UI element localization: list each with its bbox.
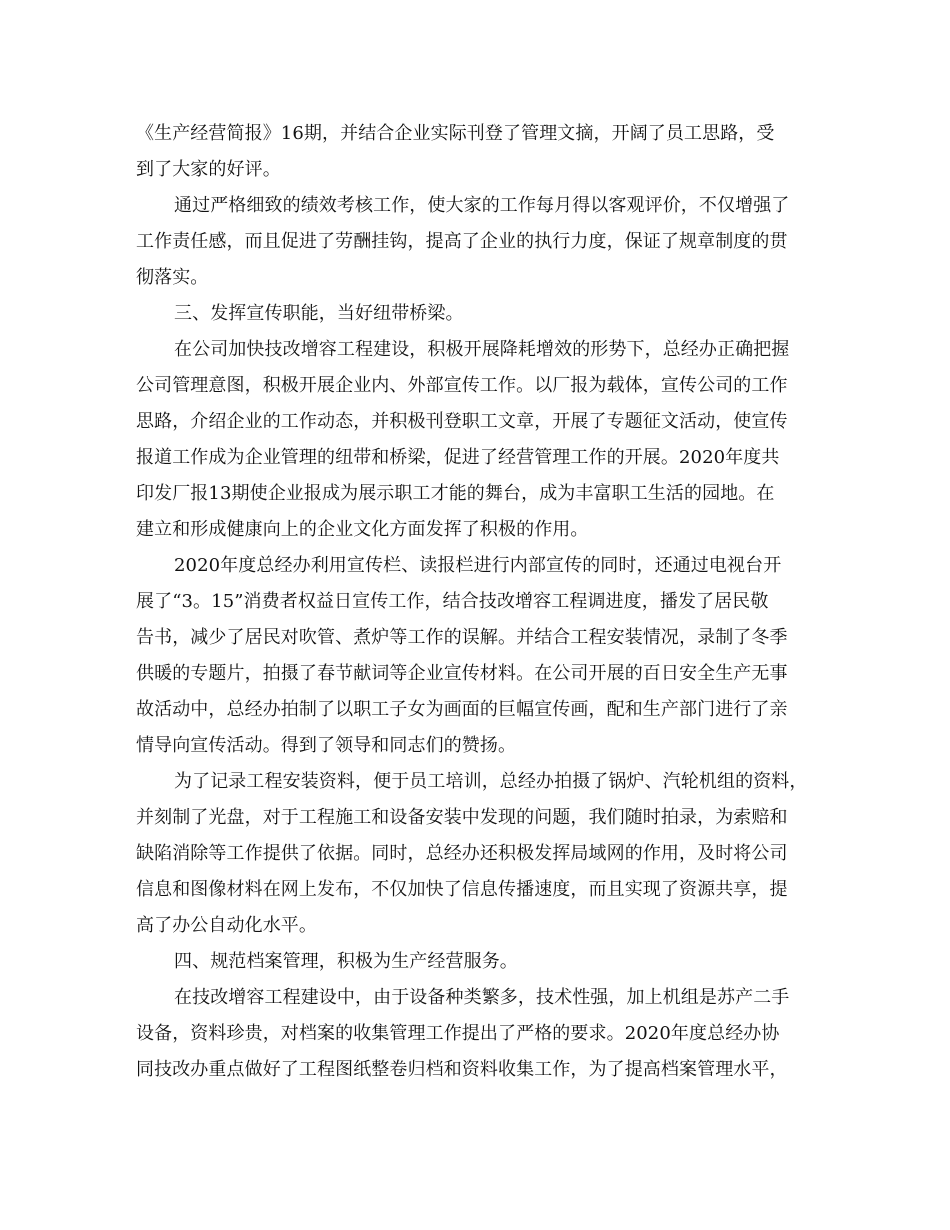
text-line: 高了办公自动化水平。 <box>136 915 317 936</box>
text-line: 彻落实。 <box>136 267 209 288</box>
text-line: 四、规范档案管理，积极为生产经营服务。 <box>174 951 518 972</box>
text-line: 建立和形成健康向上的企业文化方面发挥了积极的作用。 <box>136 519 589 540</box>
text-line: 故活动中，总经办拍制了以职工子女为画面的巨幅宣传画，配和生产部门进行了亲 <box>136 699 788 720</box>
text-line: 通过严格细致的绩效考核工作，使大家的工作每月得以客观评价，不仅增强了 <box>174 195 790 216</box>
text-line: 为了记录工程安装资料，便于员工培训，总经办拍摄了锅炉、汽轮机组的资料， <box>174 771 808 792</box>
text-line: 展了“3。15”消费者权益日宣传工作，结合技改增容工程调进度，播发了居民敬 <box>136 591 769 612</box>
text-line: 信息和图像材料在网上发布，不仅加快了信息传播速度，而且实现了资源共享，提 <box>136 879 788 900</box>
text-line: 缺陷消除等工作提供了依据。同时，总经办还积极发挥局域网的作用，及时将公司 <box>136 843 788 864</box>
text-line: 情导向宣传活动。得到了领导和同志们的赞扬。 <box>136 735 517 756</box>
document-body <box>136 116 816 1088</box>
text-line: 在公司加快技改增容工程建设，积极开展降耗增效的形势下，总经办正确把握 <box>174 339 790 360</box>
text-line: 三、发挥宣传职能，当好纽带桥梁。 <box>174 303 464 324</box>
text-line: 供暖的专题片，拍摄了春节献词等企业宣传材料。在公司开展的百日安全生产无事 <box>136 663 788 684</box>
text-line: 思路，介绍企业的工作动态，并积极刊登职工文章，开展了专题征文活动，使宣传 <box>136 411 788 432</box>
text-line: 2020年度总经办利用宣传栏、读报栏进行内部宣传的同时，还通过电视台开 <box>174 555 782 576</box>
text-line: 告书，减少了居民对吹管、煮炉等工作的误解。并结合工程安装情况，录制了冬季 <box>136 627 788 648</box>
text-line: 在技改增容工程建设中，由于设备种类繁多，技术性强，加上机组是苏产二手 <box>174 987 790 1008</box>
text-line: 设备，资料珍贵，对档案的收集管理工作提出了严格的要求。2020年度总经办协 <box>136 1023 780 1044</box>
text-line: 工作责任感，而且促进了劳酬挂钩，提高了企业的执行力度，保证了规章制度的贯 <box>136 231 788 252</box>
text-line: 公司管理意图，积极开展企业内、外部宣传工作。以厂报为载体，宣传公司的工作 <box>136 375 788 396</box>
text-line: 同技改办重点做好了工程图纸整卷归档和资料收集工作，为了提高档案管理水平， <box>136 1059 788 1080</box>
text-line: 报道工作成为企业管理的纽带和桥梁，促进了经营管理工作的开展。2020年度共 <box>136 447 780 468</box>
text-line: 《生产经营简报》16期，并结合企业实际刊登了管理文摘，开阔了员工思路，受 <box>136 123 775 144</box>
text-line: 印发厂报13期使企业报成为展示职工才能的舞台，成为丰富职工生活的园地。在 <box>136 483 775 504</box>
text-line: 并刻制了光盘，对于工程施工和设备安装中发现的问题，我们随时拍录，为索赔和 <box>136 807 788 828</box>
text-line: 到了大家的好评。 <box>136 159 281 180</box>
